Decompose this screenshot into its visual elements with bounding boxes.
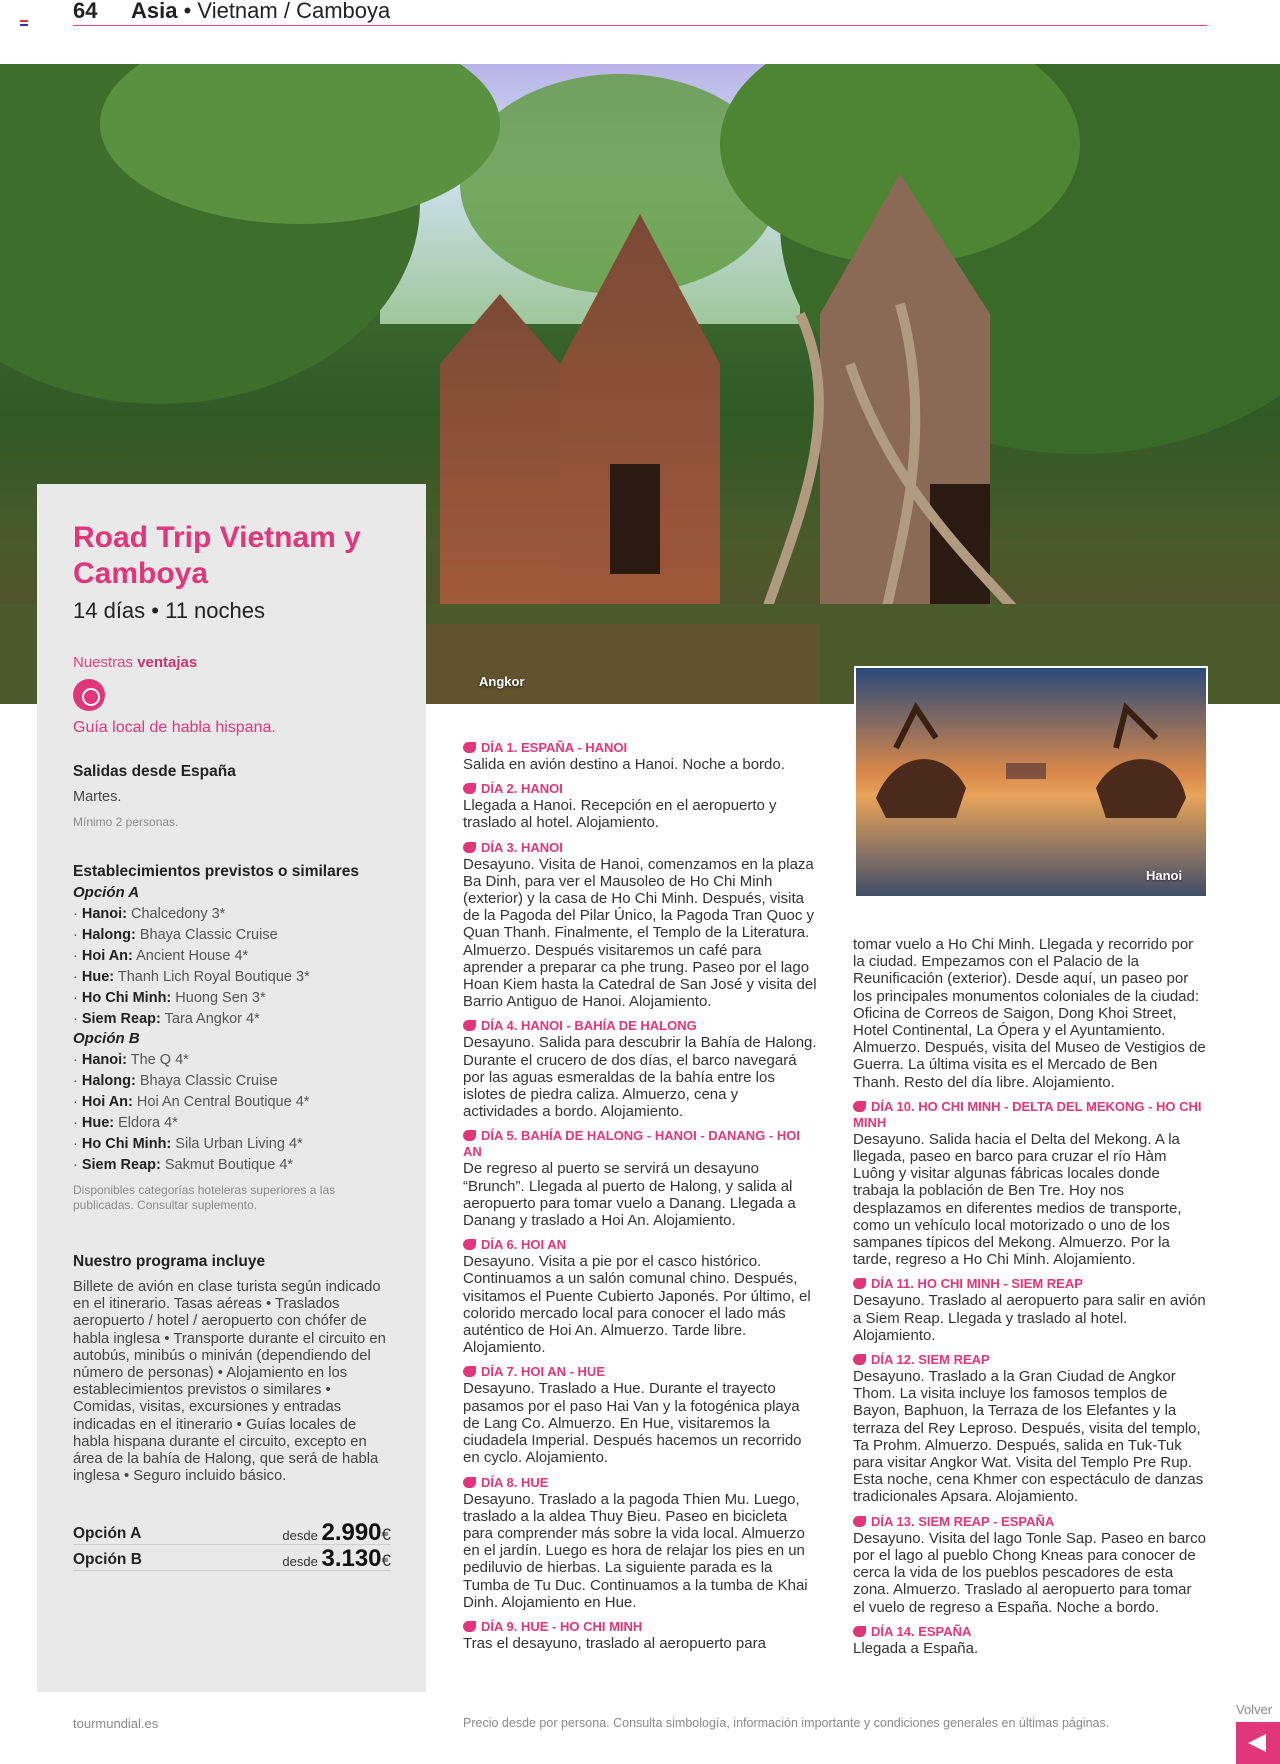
footer-disclaimer: Precio desde por persona. Consulta simbología, información importante y condiciones generales en últimas páginas. [463,1716,1110,1730]
page-region [131,0,390,24]
itinerary-day [463,781,817,831]
day-text: Desayuno. Salida para descubrir la Bahía de Halong. Durante el crucero de dos días, el barco navegará por las aguas esmeraldas de la bahía entre los islotes de piedra caliza. Almuerzo, cena y actividades a bordo. Alojamiento. [463,1034,817,1121]
hotel-name: Hoi An Central Boutique 4* [136,1094,310,1110]
hotel-city: Ho Chi Minh: [81,990,172,1006]
itinerary-day [463,1364,817,1466]
price-value [282,1519,391,1547]
hotel-name: Chalcedony 3* [131,906,226,922]
day-text: Desayuno. Traslado a Hue. Durante el trayecto pasamos por el paso Hai Van y la fotogénica playa de Lang Co. Almuerzo. En Hue, visitaremos la ciudadela Imperial. Después hacemos un recorrido en cyclo. Alojamiento. [463,1380,802,1467]
day-title-text: DÍA 2. HANOI [481,781,563,797]
itinerary-day [463,1128,817,1229]
footer-site[interactable]: tourmundial.es [73,1716,159,1731]
hotel-city: Siem Reap: [81,1011,161,1027]
page-number: 64 [73,0,98,23]
advantages-prefix: Nuestras [73,654,134,671]
day-title-text: DÍA 9. HUE - HO CHI MINH [481,1618,643,1634]
hotel-city: Hoi An: [81,1094,133,1110]
hotel-city: Hoi An: [81,948,133,964]
day-title-text: DÍA 14. ESPAÑA [871,1623,972,1639]
hotel-item: · Ho Chi Minh: Huong Sen 3* [73,990,266,1006]
hotel-city: Hanoi: [81,1052,127,1068]
hotel-item: · Hue: Thanh Lich Royal Boutique 3* [73,969,310,985]
hotel-city: Halong: [81,927,136,943]
hotel-item: · Halong: Bhaya Classic Cruise [73,1073,278,1089]
itinerary-day-continued [853,936,1207,1091]
hotel-item: · Hanoi: Chalcedony 3* [73,906,226,922]
itinerary-column-2 [853,936,1207,1665]
day-title [463,840,817,856]
hotel-item: · Hanoi: The Q 4* [73,1052,189,1068]
day-title-text: DÍA 5. BAHÍA DE HALONG - HANOI - DANANG - HOI AN [463,1128,800,1160]
advantages-word: ventajas [137,654,198,671]
bullet-icon [463,1020,476,1031]
hero-caption: Angkor [479,674,525,689]
day-title-text: DÍA 10. HO CHI MINH - DELTA DEL MEKONG - HO CHI MINH [853,1098,1202,1130]
hotel-name: Ancient House 4* [136,948,249,964]
day-title [463,1128,817,1160]
price-row-option-a [73,1519,391,1545]
itinerary-day [853,1514,1207,1616]
day-text: Desayuno. Visita del lago Tonle Sap. Paseo en barco por el lago al pueblo Chong Kneas para conocer de cerca la vida de los pueblos pescadores de esta zona. Almuerzo. Traslado al aeropuerto para tomar el vuelo de regreso a España. Noche a bordo. [853,1529,1207,1616]
day-title-text: DÍA 6. HOI AN [481,1237,566,1253]
back-label[interactable]: Volver [1236,1702,1273,1717]
day-title [853,1514,1207,1530]
inset-illustration [856,668,1208,898]
back-arrow-icon[interactable] [1236,1722,1280,1764]
day-title [463,1364,817,1380]
day-title [463,740,817,756]
itinerary-day [463,1475,817,1611]
inset-caption: Hanoi [1146,868,1183,883]
day-title-text: DÍA 7. HOI AN - HUE [481,1364,605,1380]
hotel-city: Ho Chi Minh: [81,1136,172,1152]
day-title [853,1276,1207,1292]
day-text: Salida en avión destino a Hanoi. Noche a bordo. [463,756,785,773]
day-title-text: DÍA 8. HUE [481,1474,549,1490]
day-title [463,1619,817,1635]
price-table [73,1519,391,1571]
day-text: Desayuno. Traslado al aeropuerto para salir en avión a Siem Reap. Llegada y traslado al hotel. Alojamiento. [853,1292,1206,1344]
hotel-name: Sakmut Boutique 4* [164,1157,294,1173]
hotel-name: Tara Angkor 4* [164,1011,260,1027]
itinerary-day [463,740,817,773]
flag-icon [20,20,28,26]
hotel-city: Siem Reap: [81,1157,161,1173]
page-header [73,0,1207,26]
trip-duration: 14 días • 11 noches [73,598,265,623]
hotel-city: Hue: [81,969,115,985]
day-text: Desayuno. Salida hacia el Delta del Mekong. A la llegada, paseo en barco para cruzar el río Hàm Luông y visitar algunas fábricas locales donde trabaja la población de Ben Tre. Hoy nos desplazamos en diferentes medios de transporte, como un vehículo local motorizado o uno de los sampanes típicos del Mekong. Almuerzo. Por la tarde, regreso a Ho Chi Minh. Alojamiento. [853,1130,1182,1269]
day-title [463,1475,817,1491]
bullet-icon [853,1516,866,1527]
advantages-label [73,654,391,671]
includes-text: Billete de avión en clase turista según indicado en el itinerario. Tasas aéreas • Traslados aeropuerto / hotel / aeropuerto con chófer de habla inglesa • Transporte durante el circuito en autobús, minibús o miniván (dependiendo del número de personas) • Alojamiento en los establecimientos previstos o similares • Comidas, visitas, excursiones y entradas indicadas en el itinerario • Guías locales de habla hispana durante el circuito, excepto en área de la bahía de Halong, que será de habla inglesa • Seguro incluido básico. [73,1279,386,1485]
itinerary-day [463,1018,817,1120]
hotel-city: Hue: [81,1115,115,1131]
min-persons: Mínimo 2 personas. [73,815,179,829]
day-title-text: DÍA 12. SIEM REAP [871,1352,990,1368]
hotel-item: · Halong: Bhaya Classic Cruise [73,927,278,943]
day-text: Llegada a España. [853,1639,979,1657]
day-title-text: DÍA 13. SIEM REAP - ESPAÑA [871,1513,1055,1529]
bullet-icon [463,1239,476,1250]
hotel-name: Sila Urban Living 4* [175,1136,303,1152]
hotel-item: · Siem Reap: Sakmut Boutique 4* [73,1157,294,1173]
bullet-icon [463,742,476,753]
option-b-title: Opción B [73,1030,140,1047]
bullet-icon [463,1477,476,1488]
price-value [282,1545,391,1573]
itinerary-day [853,1099,1207,1269]
itinerary-day [463,1619,817,1652]
day-title [463,1237,817,1253]
price-prefix: desde [282,1554,318,1570]
day-title [463,781,817,797]
day-text: Desayuno. Traslado a la pagoda Thien Mu. Luego, traslado a la aldea Thuy Bieu. Paseo en bicicleta para comprender más sobre la vida local. Almuerzo en el jardín. Luego es hora de relajar los pies en un pediluvio de hierbas. La siguiente parada es la Tumba de Tu Duc. Continuamos a la tumba de Khai Dinh. Alojamiento en Hue. [463,1490,808,1611]
price-label: Opción A [73,1525,142,1543]
day-text: Desayuno. Visita de Hanoi, comenzamos en la plaza Ba Dinh, para ver el Mausoleo de Ho Chi Minh (exterior) y la casa de Ho Chi Minh. Después, visita de la Pagoda del Pilar Único, la Pagoda Tran Quoc y Quan Thanh. Finalmente, el Templo de la Literatura. Almuerzo. Después visitaremos un café para aprender a preparar ca phe trung. Paseo por el lago Hoan Kiem hasta la Catedral de San José y visita del Barrio Antiguo de Hanoi. Alojamiento. [463,855,817,1011]
bullet-icon [853,1278,866,1289]
price-prefix: desde [282,1528,318,1544]
hotel-name: Bhaya Classic Cruise [139,1073,278,1089]
price-currency: € [381,1551,391,1571]
day-text: Desayuno. Traslado a la Gran Ciudad de Angkor Thom. La visita incluye los famosos templos de Bayon, Baphuon, la Terraza de los Elefantes y la terraza del Rey Leproso. Después, visita del templo, Ta Prohm. Almuerzo. Después, salida en Tuk-Tuk para visitar Angkor Wat. Visita del Templo Pre Rup. Esta noche, cena Khmer con espectáculo de danzas tradicionales Apsara. Alojamiento. [853,1368,1204,1506]
bullet-icon [463,783,476,794]
departures-day: Martes. [73,789,122,805]
advantage-text: Guía local de habla hispana. [73,719,276,736]
option-b-list [73,1052,391,1173]
hotels-title: Establecimientos previstos o similares [73,863,360,880]
side-panel [37,484,426,1692]
price-amount: 2.990 [321,1519,382,1547]
bullet-icon [463,842,476,853]
bullet-icon [463,1130,476,1141]
day-title [853,1099,1207,1131]
itinerary-day [463,840,817,1011]
day-text: tomar vuelo a Ho Chi Minh. Llegada y recorrido por la ciudad. Empezamos con el Palacio de la Reunificación (exterior). Desde aquí, un paseo por los principales monumentos coloniales de la ciudad: Oficina de Correos de Saigon, Dong Khoi Street, Hotel Continental, La Ópera y el Ayuntamiento. Almuerzo. Después, visita del Museo de Vestigios de Guerra. La última visita es el Mercado de Ben Thanh. Resto del día libre. Alojamiento. [853,936,1206,1091]
departures-title: Salidas desde España [73,763,236,780]
option-a-list [73,906,391,1027]
day-text: Tras el desayuno, traslado al aeropuerto para [463,1634,766,1652]
hotel-name: Eldora 4* [118,1115,178,1131]
day-text: Llegada a Hanoi. Recepción en el aeropuerto y traslado al hotel. Alojamiento. [463,797,777,832]
day-text: Desayuno. Visita a pie por el casco histórico. Continuamos a un salón comunal chino. Después, visitamos el Puente Cubierto Japonés. Por último, el colorido mercado local para conocer el lado más auténtico de Hoi An. Almuerzo. Tarde libre. Alojamiento. [463,1253,811,1357]
price-row-option-b [73,1545,391,1571]
region-separator: • [177,0,198,23]
option-a-title: Opción A [73,884,140,901]
hotel-item: · Hoi An: Hoi An Central Boutique 4* [73,1094,310,1110]
hotel-item: · Siem Reap: Tara Angkor 4* [73,1011,260,1027]
bullet-icon [853,1626,866,1637]
bullet-icon [853,1354,866,1365]
day-title-text: DÍA 1. ESPAÑA - HANOI [481,740,628,755]
itinerary-day [463,1237,817,1356]
bullet-icon [463,1366,476,1377]
itinerary-day [853,1624,1207,1657]
price-currency: € [381,1525,391,1545]
day-title [853,1624,1207,1640]
hotel-city: Hanoi: [81,906,127,922]
day-title-text: DÍA 11. HO CHI MINH - SIEM REAP [871,1276,1083,1292]
hotels-note: Disponibles categorías hoteleras superiores a las publicadas. Consultar suplemento. [73,1183,336,1212]
trip-title: Road Trip Vietnam y Camboya [73,521,361,590]
day-title-text: DÍA 4. HANOI - BAHÍA DE HALONG [481,1018,697,1034]
destination-name: Vietnam / Camboya [197,0,391,23]
hotel-item: · Ho Chi Minh: Sila Urban Living 4* [73,1136,303,1152]
guide-icon [73,679,105,711]
bullet-icon [853,1101,866,1112]
inset-photo [854,666,1208,898]
includes-title: Nuestro programa incluye [73,1253,266,1270]
hotel-name: The Q 4* [130,1052,189,1068]
day-title [463,1018,817,1034]
itinerary-day [853,1352,1207,1506]
hotel-item: · Hoi An: Ancient House 4* [73,948,249,964]
hotel-name: Huong Sen 3* [175,990,266,1006]
price-label: Opción B [73,1551,142,1569]
hotel-item: · Hue: Eldora 4* [73,1115,178,1131]
region-name: Asia [131,0,178,23]
hotel-city: Halong: [81,1073,136,1089]
price-amount: 3.130 [321,1545,382,1573]
itinerary-column-1 [463,740,817,1660]
hotel-name: Bhaya Classic Cruise [139,927,278,943]
hotel-name: Thanh Lich Royal Boutique 3* [117,969,310,985]
day-title-text: DÍA 3. HANOI [481,839,563,855]
day-title [853,1352,1207,1368]
bullet-icon [463,1621,476,1632]
day-text: De regreso al puerto se servirá un desayuno “Brunch”. Llegada al puerto de Halong, y salida al aeropuerto para tomar vuelo a Danang. Llegada a Danang y traslado a Hoi An. Alojamiento. [463,1160,796,1230]
itinerary-day [853,1276,1207,1344]
